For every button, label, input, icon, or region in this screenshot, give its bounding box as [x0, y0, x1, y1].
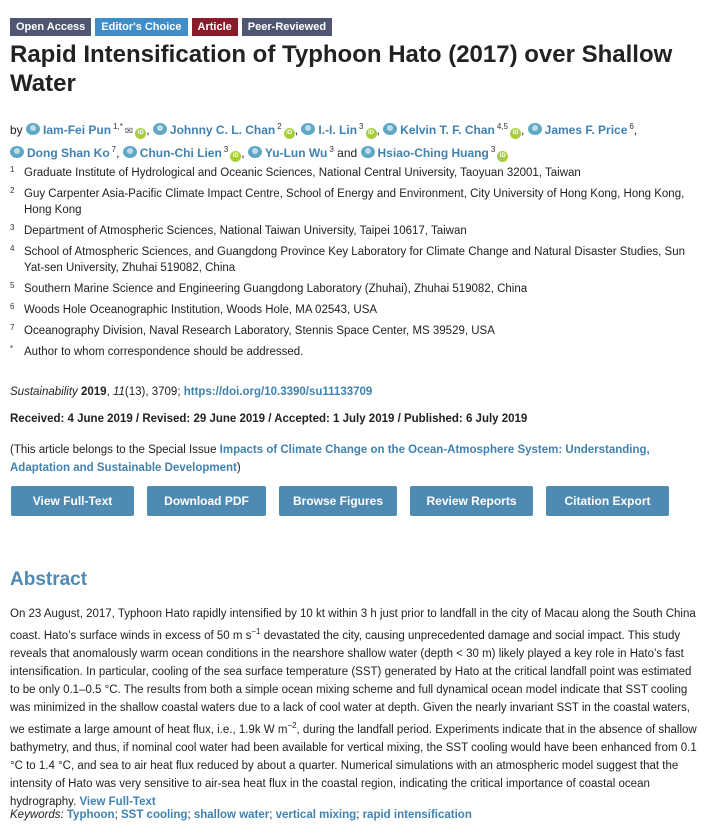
browse-figures-button[interactable]: Browse Figures: [279, 486, 397, 516]
affiliations: [10, 165, 700, 365]
user-icon: [153, 123, 167, 135]
citation-year: 2019: [80, 386, 107, 398]
user-icon: [528, 123, 542, 135]
user-icon: [123, 146, 137, 158]
affiliation-item: 2 Guy Carpenter Asia-Pacific Climate Impact Centre, School of Energy and Environment, City University of Hong Kong, Hong Kong, Hong Kong: [10, 186, 685, 216]
orcid-icon[interactable]: iD: [510, 128, 521, 139]
author-wu[interactable]: Yu-Lun Wu: [248, 146, 327, 160]
author-huang[interactable]: Hsiao-Ching Huang: [361, 146, 489, 160]
affiliation-item: 4 School of Atmospheric Sciences, and Guangdong Province Key Laboratory for Climate Change and Natural Disaster Studies, Sun Yat-sen University, Zhuhai 519082, China: [10, 244, 685, 274]
citation-export-button[interactable]: Citation Export: [546, 486, 669, 516]
keyword-link[interactable]: vertical mixing: [275, 809, 357, 821]
special-issue-link[interactable]: Impacts of Climate Change on the Ocean-Atmosphere System: Understanding, Adaptation and Sustainable Development: [10, 444, 650, 474]
special-issue-note: (This article belongs to the Special Issue Impacts of Climate Change on the Ocean-Atmosphere System: Understanding, Adaptation and Sustainable Development): [10, 444, 650, 474]
citation-volume: 11: [112, 386, 125, 398]
author-kchan[interactable]: Kelvin T. F. Chan: [383, 123, 495, 137]
keyword-link[interactable]: rapid intensification: [362, 809, 472, 821]
affiliation-item: 3 Department of Atmospheric Sciences, National Taiwan University, Taipei 10617, Taiwan: [10, 223, 467, 237]
orcid-icon[interactable]: iD: [497, 151, 508, 162]
doi-link[interactable]: https://doi.org/10.3390/su11133709: [183, 386, 373, 398]
by-label: by: [10, 123, 23, 137]
author-lien[interactable]: Chun-Chi Lien: [123, 146, 222, 160]
action-buttons: [11, 486, 669, 516]
view-full-text-button[interactable]: View Full-Text: [11, 486, 134, 516]
citation-issue: (13), 3709;: [124, 386, 184, 398]
author-price[interactable]: James F. Price: [528, 123, 628, 137]
affiliation-item: 5 Southern Marine Science and Engineering Guangdong Laboratory (Zhuhai), Zhuhai 519082, China: [10, 281, 528, 295]
orcid-icon[interactable]: iD: [284, 128, 295, 139]
badge-open-access: Open Access: [10, 18, 91, 36]
affiliation-item: 7 Oceanography Division, Naval Research Laboratory, Stennis Space Center, MS 39529, USA: [10, 323, 495, 337]
affiliation-item: 6 Woods Hole Oceanographic Institution, Woods Hole, MA 02543, USA: [10, 302, 378, 316]
user-icon: [383, 123, 397, 135]
keywords-label: Keywords:: [10, 809, 64, 821]
author-chan[interactable]: Johnny C. L. Chan: [153, 123, 275, 137]
user-icon: [26, 123, 40, 135]
keyword-link[interactable]: SST cooling: [120, 809, 188, 821]
affiliation-item: 1 Graduate Institute of Hydrological and Oceanic Sciences, National Central University, Taoyuan 32001, Taiwan: [10, 165, 581, 179]
user-icon: [301, 123, 315, 135]
view-full-text-link[interactable]: View Full-Text: [79, 795, 156, 808]
user-icon: [248, 146, 262, 158]
author-pun[interactable]: Iam-Fei Pun: [26, 123, 111, 137]
and-label: and: [337, 146, 358, 160]
abstract-heading: Abstract: [10, 569, 88, 590]
author-ko[interactable]: Dong Shan Ko: [10, 146, 110, 160]
orcid-icon[interactable]: iD: [366, 128, 377, 139]
download-pdf-button[interactable]: Download PDF: [147, 486, 266, 516]
author-list: by Iam-Fei Pun $^{1,*}$ ✉ iD , Johnny C. L. Chan $^2$iD , I.-I. Lin $^3$iD , Kelvin T. F. Chan $^{4,5}$iD , James F. Price $^6$, Dong Shan Ko $^7$, Chun-Chi Lien $^3$iD , Yu-Lun Wu $^3$ and Hsiao-Ching Huang $^3$iD: [10, 122, 638, 160]
abstract-text: On 23 August, 2017, Typhoon Hato rapidly intensified by 10 kt within 3 h just prior to landfall in the city of Macau along the South China coast. Hato’s surface winds in excess of 50 m $s^{-1}$ devastated the city, causing unprecedented damage and social impact. This study reveals that anomalously warm ocean conditions in the nearshore shallow water (depth < 30 m) likely played a key role in Hato’s fast intensification. In particular, cooling of the sea surface temperature (SST) generated by Hato at the critical landfall point was estimated to be only 0.1–0.5 °C. The results from both a simple ocean mixing scheme and full dynamical ocean model indicate that SST cooling was minimized in the shallow coastal waters due to a lack of cool water at depth. Given the nearly invariant SST in the coastal waters, we estimate a large amount of heat flux, i.e., 1.9k W $m^{-2}$, during the landfall period. Experiments indicate that in the absence of shallow bathymetry, and thus, if nominal cool water had been available for vertical mixing, the SST cooling would have been enhanced from 0.1 °C to 1.4 °C, and sea to air heat flux reduced by about a quarter. Numerical simulations with an atmospheric model suggest that the intensity of Hato was very sensitive to air-sea heat flux in the coastal region, indicating the critical importance of coastal ocean hydrography. View Full-Text: [10, 608, 697, 808]
affiliation-item: * Author to whom correspondence should be addressed.: [10, 344, 304, 358]
badge-article: Article: [192, 18, 238, 36]
review-reports-button[interactable]: Review Reports: [410, 486, 533, 516]
article-title: Rapid Intensification of Typhoon Hato (2017) over Shallow Water: [10, 41, 673, 97]
keyword-link[interactable]: Typhoon: [66, 809, 115, 821]
mail-icon[interactable]: ✉: [124, 126, 134, 137]
user-icon: [361, 146, 375, 158]
orcid-icon[interactable]: iD: [135, 128, 146, 139]
user-icon: [10, 146, 24, 158]
author-lin[interactable]: I.-I. Lin: [301, 123, 357, 137]
badges: [10, 18, 332, 36]
publication-dates: Received: 4 June 2019 / Revised: 29 June 2019 / Accepted: 1 July 2019 / Published: 6 July 2019: [10, 413, 528, 425]
keywords: Keywords: Typhoon; SST cooling; shallow water; vertical mixing; rapid intensification: [10, 809, 472, 821]
citation-line: Sustainability 2019, 11(13), 3709; https://doi.org/10.3390/su11133709: [10, 386, 373, 398]
badge-editors-choice: Editor's Choice: [95, 18, 187, 36]
badge-peer-reviewed: Peer-Reviewed: [242, 18, 332, 36]
journal-name: Sustainability: [10, 386, 78, 398]
orcid-icon[interactable]: iD: [230, 151, 241, 162]
keyword-link[interactable]: shallow water: [193, 809, 270, 821]
